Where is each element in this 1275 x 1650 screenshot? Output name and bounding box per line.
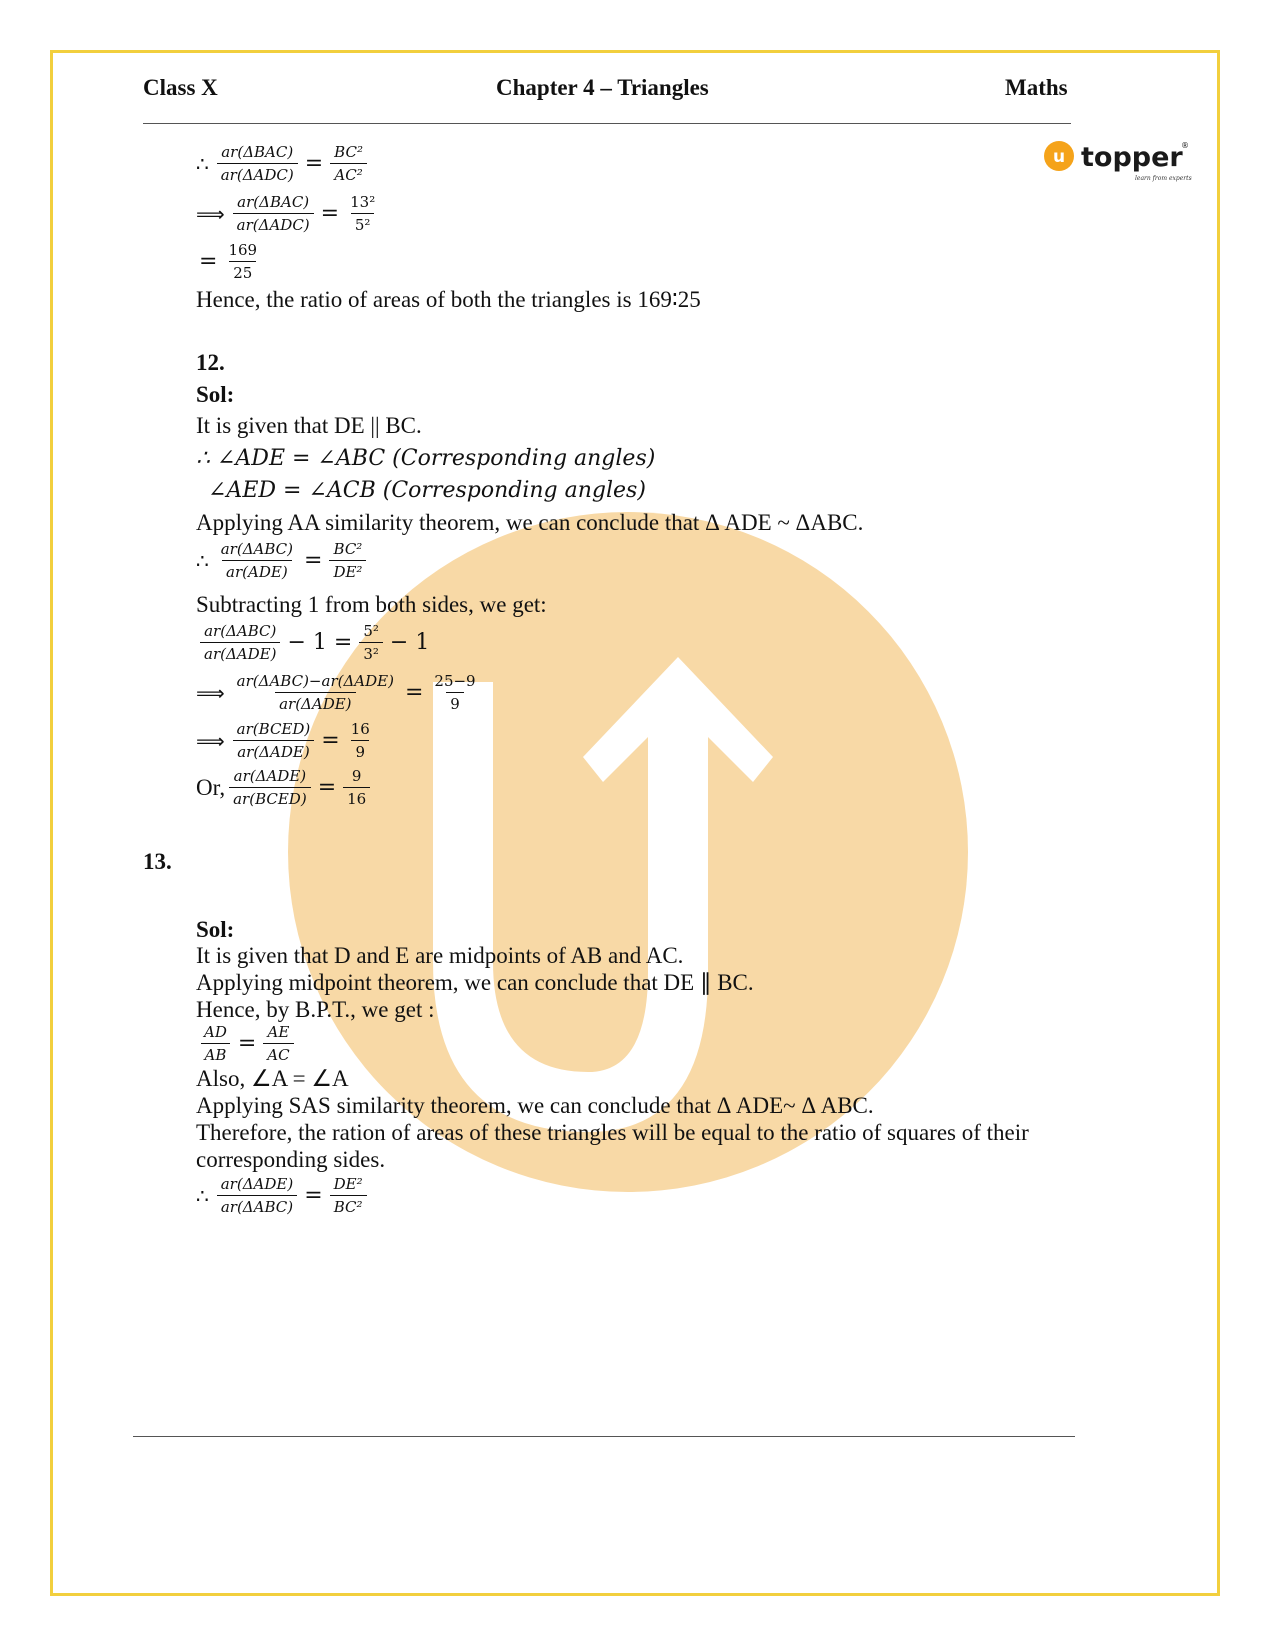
q13-bpt: Hence, by B.P.T., we get :: [196, 997, 435, 1022]
q12-apply-aa: Applying AA similarity theorem, we can conclude that Δ ADE ~ ΔABC.: [196, 510, 864, 535]
prev-conclusion: Hence, the ratio of areas of both the triangles is 169∶25: [196, 287, 701, 312]
therefore-symbol: ∴: [196, 548, 209, 573]
logo-tagline: learn from experts: [1135, 175, 1192, 182]
prev-eq-3: = $\frac{169}{25}$: [196, 241, 265, 282]
q13-also: Also, ∠A = ∠A: [196, 1066, 349, 1091]
q13-final-eq: ∴ $\frac{\text{ar(ΔADE)}}{\text{ar(ΔABC)}}$ = $\frac{\text{DE²}}{\text{BC²}}$: [196, 1175, 371, 1216]
fraction: $\frac{AD}{AB}$: [200, 1023, 231, 1064]
fraction: $\frac{\text{ar(ΔABC)−ar(ΔADE)}}{\text{ar(ΔADE)}}$: [236, 672, 394, 713]
fraction: $\frac{\text{BC²}}{\text{DE²}}$: [329, 540, 366, 581]
q13-bpt-eq: $\frac{AD}{AB}$ = $\frac{AE}{AC}$: [196, 1023, 298, 1064]
fraction: $\frac{\text{ar(ΔABC)}}{\text{ar(ADE)}}$: [220, 540, 293, 581]
q12-ratio-eq: ∴ $\frac{\text{ar(ΔABC)}}{\text{ar(ADE)}}$ = $\frac{\text{BC²}}{\text{DE²}}$: [196, 540, 370, 581]
fraction: $\frac{AE}{AC}$: [263, 1023, 293, 1064]
fraction: $\frac{\text{ar(ΔABC)}}{\text{ar(ΔADE)}}$: [200, 622, 280, 663]
q12-step-3: ⟹ $\frac{\text{ar(BCED)}}{\text{ar(ΔADE)}}$ = $\frac{16}{9}$: [196, 720, 378, 761]
implies-symbol: ⟹: [196, 201, 225, 226]
footer-rule: [133, 1436, 1075, 1437]
fraction: $\frac{169}{25}$: [228, 241, 258, 282]
fraction: $\frac{\text{5²}}{\text{3²}}$: [359, 622, 383, 663]
fraction: $\frac{\text{ar(ΔBAC)}}{\text{ar(ΔADC)}}$: [217, 143, 298, 184]
q13-given: It is given that D and E are midpoints of AB and AC.: [196, 943, 684, 968]
q12-step-4: Or, $\frac{\text{ar(ΔADE)}}{\text{ar(BCED)}}$ = $\frac{9}{16}$: [196, 767, 374, 808]
q12-sol-label: Sol:: [196, 382, 235, 407]
logo-text: topper: [1081, 142, 1183, 173]
q13-sas: Applying SAS similarity theorem, we can conclude that Δ ADE~ Δ ABC.: [196, 1093, 874, 1118]
fraction: $\frac{9}{16}$: [343, 767, 370, 808]
q13-therefore-2: corresponding sides.: [196, 1147, 386, 1172]
fraction: $\frac{\text{DE²}}{\text{BC²}}$: [330, 1175, 367, 1216]
q12-given: It is given that DE || BC.: [196, 413, 422, 438]
fraction: $\frac{\text{ar(ΔADE)}}{\text{ar(ΔABC)}}$: [217, 1175, 297, 1216]
header-chapter: Chapter 4 – Triangles: [496, 75, 709, 100]
therefore-symbol: ∴: [196, 151, 209, 176]
implies-symbol: ⟹: [196, 680, 225, 705]
header-subject: Maths: [1005, 75, 1068, 100]
q12-subtract-text: Subtracting 1 from both sides, we get:: [196, 592, 547, 617]
q12-angle-1: ∴ ∠ADE = ∠ABC (Corresponding angles): [196, 446, 656, 471]
fraction: $\frac{\text{ar(ΔBAC)}}{\text{ar(ΔADC)}}$: [233, 193, 314, 234]
q13-number: 13.: [143, 849, 172, 874]
fraction: $\frac{25-9}{9}$: [434, 672, 476, 713]
therefore-symbol: ∴: [196, 1183, 209, 1208]
q12-number: 12.: [196, 350, 225, 375]
implies-symbol: ⟹: [196, 728, 225, 753]
topper-logo: [1043, 140, 1203, 188]
header-rule: [143, 123, 1071, 124]
q12-step-1: $\frac{\text{ar(ΔABC)}}{\text{ar(ΔADE)}}$ − 1 = $\frac{\text{5²}}{\text{3²}}$ − 1: [196, 622, 432, 663]
fraction: $\frac{\text{ar(ΔADE)}}{\text{ar(BCED)}}$: [229, 767, 311, 808]
q12-angle-2: ∠AED = ∠ACB (Corresponding angles): [208, 478, 646, 503]
q13-therefore-1: Therefore, the ration of areas of these triangles will be equal to the ratio of squares of their: [196, 1120, 1029, 1145]
fraction: $\frac{\text{13²}}{\text{5²}}$: [350, 193, 376, 234]
fraction: $\frac{\text{ar(BCED)}}{\text{ar(ΔADE)}}$: [233, 720, 315, 761]
header-class: Class X: [143, 75, 218, 100]
fraction: $\frac{\text{BC²}}{\text{AC²}}$: [330, 143, 367, 184]
fraction: $\frac{16}{9}$: [350, 720, 370, 761]
prev-eq-2: ⟹ $\frac{\text{ar(ΔBAC)}}{\text{ar(ΔADC)}}$ = $\frac{\text{13²}}{\text{5²}}$: [196, 193, 383, 234]
q13-sol-label: Sol:: [196, 917, 235, 942]
q12-step-2: ⟹ $\frac{\text{ar(ΔABC)−ar(ΔADE)}}{\text{ar(ΔADE)}}$ = $\frac{25-9}{9}$: [196, 672, 484, 713]
prev-eq-1: ∴ $\frac{\text{ar(ΔBAC)}}{\text{ar(ΔADC)}}$ = $\frac{\text{BC²}}{\text{AC²}}$: [196, 143, 371, 184]
logo-badge-letter: u: [1052, 147, 1066, 167]
logo-registered: ®: [1181, 141, 1189, 150]
q13-midpoint: Applying midpoint theorem, we can conclude that DE ∥ BC.: [196, 970, 754, 995]
